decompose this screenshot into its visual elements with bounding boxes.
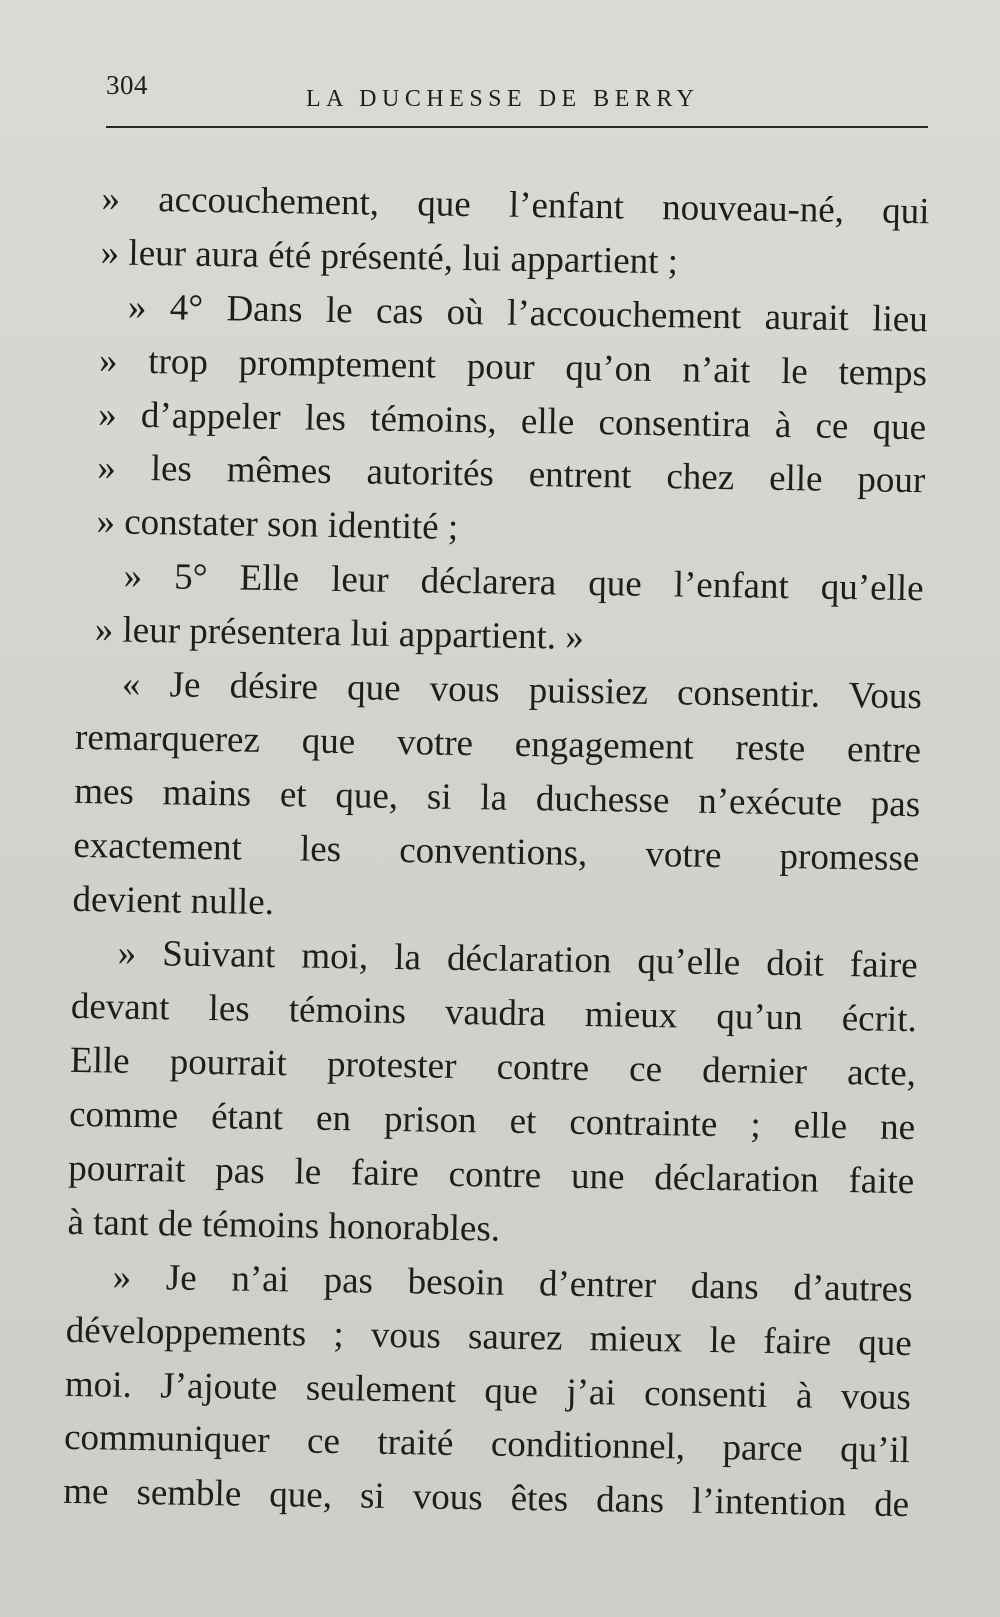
text-line: me semble que, si vous êtes dans l’intention de	[62, 1471, 910, 1526]
text-line: » d’appeler les témoins, elle consentira à ce que	[97, 393, 927, 448]
running-head	[106, 62, 928, 128]
text-line: remarquerez que votre engagement reste entre	[74, 716, 922, 772]
text-line: exactement les conventions, votre promesse	[73, 824, 920, 879]
text-line: devient nulle.	[72, 878, 275, 923]
text-line: pourrait pas le faire contre une déclaration faite	[68, 1147, 915, 1203]
text-line: moi. J’ajoute seulement que j’ai consenti à vous	[64, 1363, 912, 1418]
text-line: » les mêmes autorités entrent chez elle pour	[97, 447, 926, 502]
body-text	[63, 172, 930, 1532]
text-line: » accouchement, que l’enfant nouveau-né, qui	[101, 178, 930, 233]
text-line: « Je désire que vous puissiez consentir. Vous	[121, 663, 923, 718]
text-line: » 4° Dans le cas où l’accouchement aurait lieu	[127, 286, 929, 341]
text-line: » constater son identité ;	[96, 501, 459, 549]
text-line: devant les témoins vaudra mieux qu’un écrit.	[70, 986, 918, 1041]
text-line: » Suivant moi, la déclaration qu’elle doit faire	[117, 933, 918, 987]
text-line: » leur aura été présenté, lui appartient ;	[100, 232, 679, 283]
text-line: » leur présentera lui appartient. »	[94, 609, 585, 659]
text-line: comme étant en prison et contrainte ; elle ne	[68, 1094, 916, 1149]
page-number: 304	[106, 70, 148, 100]
text-line: mes mains et que, si la duchesse n’exécute pas	[73, 770, 921, 826]
text-line: » 5° Elle leur déclarera que l’enfant qu’elle	[123, 555, 924, 610]
text-line: » trop promptement pour qu’on n’ait le temps	[98, 339, 928, 394]
text-line: développements ; vous saurez mieux le faire que	[65, 1309, 913, 1364]
text-line: Elle pourrait protester contre ce dernier acte,	[69, 1040, 917, 1095]
text-line: à tant de témoins honorables.	[67, 1201, 501, 1250]
text-line: communiquer ce traité conditionnel, parce qu’il	[63, 1417, 911, 1472]
text-line: » Je n’ai pas besoin d’entrer dans d’autres	[112, 1256, 913, 1310]
running-title: LA DUCHESSE DE BERRY	[306, 86, 700, 112]
